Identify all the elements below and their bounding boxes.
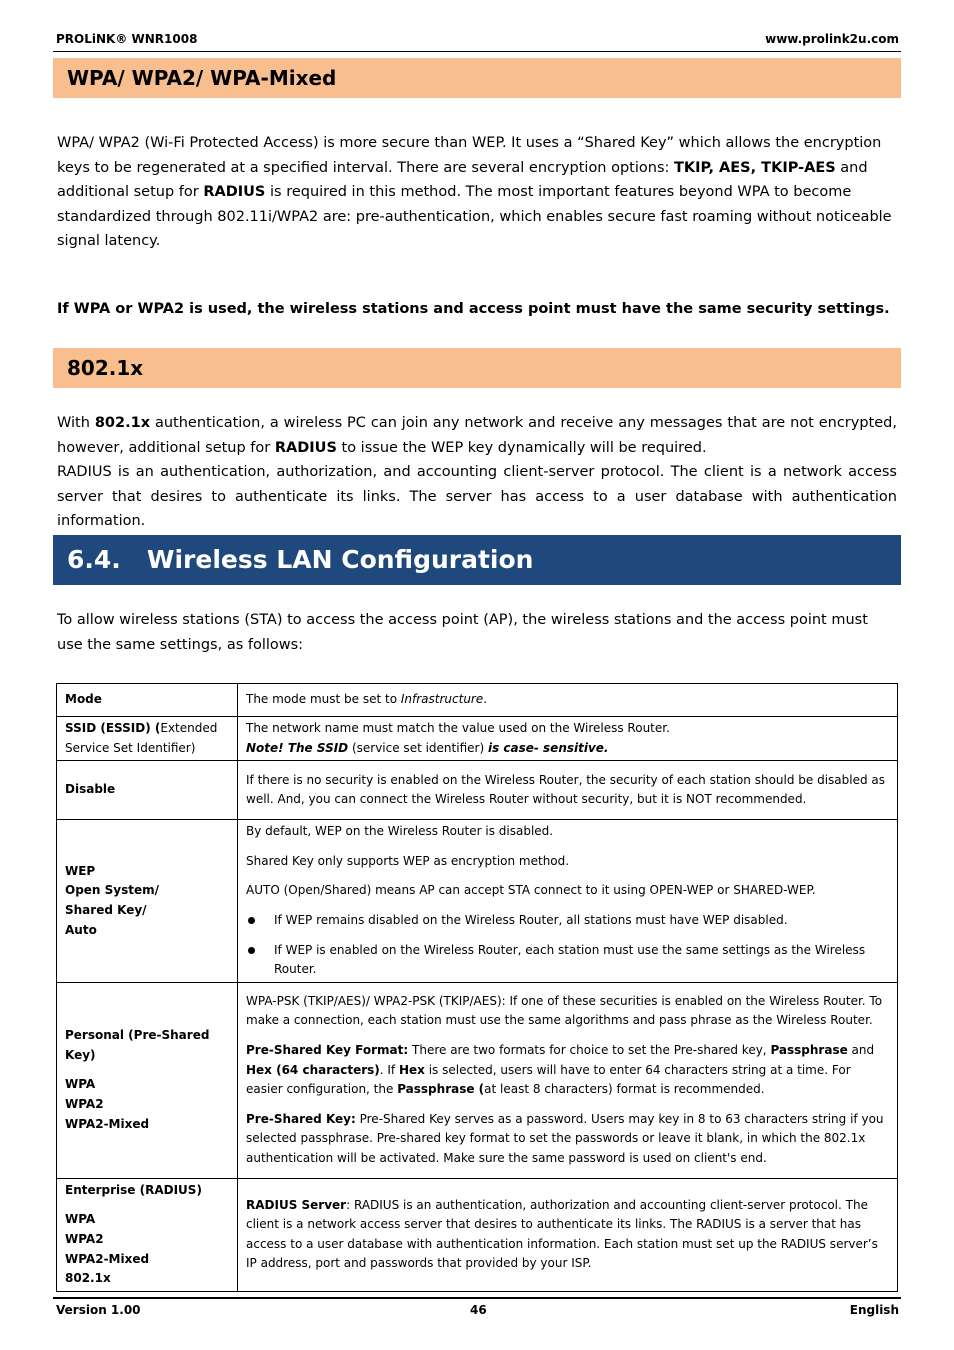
product-name: PROLiNK® WNR1008: [56, 32, 198, 46]
ssid-key: SSID (ESSID) (Extended Service Set Identifier): [57, 717, 238, 761]
table-row: [57, 1178, 898, 1291]
settings-table: [56, 683, 898, 1292]
wpa-heading: WPA/ WPA2/ WPA-Mixed: [67, 66, 337, 90]
mode-value: The mode must be set to Infrastructure.: [238, 684, 898, 717]
section-intro: To allow wireless stations (STA) to access the access point (AP), the wireless stations and the access point must use the same settings, as follows:: [57, 612, 868, 653]
dot1x-paragraph: With 802.1x authentication, a wireless PC can join any network and receive any messages that are not encrypted, however, additional setup for RADIUS to issue the WEP key dynamically will be required. RADIUS is an authentication, authorization, and accounting client-server protocol. The client is a network access server that desires to authenticate its links. The server has access to a user database with authentication information.: [57, 415, 897, 529]
disable-key: Disable: [57, 761, 238, 820]
page-number: 46: [470, 1303, 487, 1317]
language-label: English: [849, 1303, 899, 1317]
table-row: [57, 982, 898, 1178]
table-row: [57, 684, 898, 717]
section-heading-band: [53, 535, 901, 585]
wep-value: By default, WEP on the Wireless Router is disabled. Shared Key only supports WEP as encryption method. AUTO (Open/Shared) means AP can accept STA connect to it using OPEN-WEP or SHARED-WEP. If WEP remains disabled on the Wireless Router, all stations must have WEP disabled. If WEP is enabled on the Wireless Router, each station must use the same settings as the Wireless Router.: [238, 820, 898, 983]
disable-value: If there is no security is enabled on the Wireless Router, the security of each station should be disabled as well. And, you can connect the Wireless Router without security, but it is NOT recommended.: [238, 761, 898, 820]
dot1x-heading: 802.1x: [67, 356, 144, 380]
dot1x-heading-band: [53, 348, 901, 388]
enterprise-key: Enterprise (RADIUS) WPA WPA2 WPA2-Mixed 802.1x: [57, 1178, 238, 1291]
wep-key: WEP Open System/ Shared Key/ Auto: [57, 820, 238, 983]
list-item: If WEP remains disabled on the Wireless Router, all stations must have WEP disabled.: [246, 911, 889, 931]
section-heading: 6.4. Wireless LAN Configuration: [67, 545, 534, 574]
list-item: If WEP is enabled on the Wireless Router, each station must use the same settings as the Wireless Router.: [246, 941, 889, 980]
personal-key: Personal (Pre-Shared Key) WPA WPA2 WPA2-Mixed: [57, 982, 238, 1178]
wpa-heading-band: [53, 58, 901, 98]
table-row: [57, 717, 898, 761]
table-row: [57, 761, 898, 820]
version-label: Version 1.00: [56, 1303, 141, 1317]
ssid-value: The network name must match the value used on the Wireless Router. Note! The SSID (service set identifier) is case- sensitive.: [238, 717, 898, 761]
table-row: [57, 820, 898, 983]
wpa-paragraph: WPA/ WPA2 (Wi-Fi Protected Access) is more secure than WEP. It uses a “Shared Key” which allows the encryption keys to be regenerated at a specified interval. There are several encryption options: TKIP, AES, TKIP-AES and additional setup for RADIUS is required in this method. The most important features beyond WPA to become standardized through 802.11i/WPA2 are: pre-authentication, which enables secure fast roaming without noticeable signal latency.: [57, 135, 892, 249]
enterprise-value: RADIUS Server: RADIUS is an authentication, authorization and accounting client-server protocol. The client is a network access server that desires to authenticate its links. The RADIUS is a server that has access to a user database with authentication information. Each station must set up the RADIUS server’s IP address, port and passwords that provided by your ISP.: [238, 1178, 898, 1291]
header-divider: [53, 51, 901, 52]
website: www.prolink2u.com: [765, 32, 899, 46]
mode-key: Mode: [57, 684, 238, 717]
wpa-note: If WPA or WPA2 is used, the wireless stations and access point must have the same security settings.: [57, 301, 890, 317]
personal-value: WPA-PSK (TKIP/AES)/ WPA2-PSK (TKIP/AES): If one of these securities is enabled on the Wireless Router. To make a connection, each station must use the same algorithms and pass phrase as the Wireless Router. Pre-Shared Key Format: There are two formats for choice to set the Pre-shared key, Passphrase and Hex (64 characters). If Hex is selected, users will have to enter 64 characters string at a time. For easier configuration, the Passphrase (at least 8 characters) format is recommended. Pre-Shared Key: Pre-Shared Key serves as a password. Users may key in 8 to 63 characters string if you selected passphrase. Pre-shared key format to set the passwords or leave it blank, in which the 802.1x authentication will be activated. Make sure the same password is used on client's end.: [238, 982, 898, 1178]
footer-divider: [53, 1297, 901, 1299]
